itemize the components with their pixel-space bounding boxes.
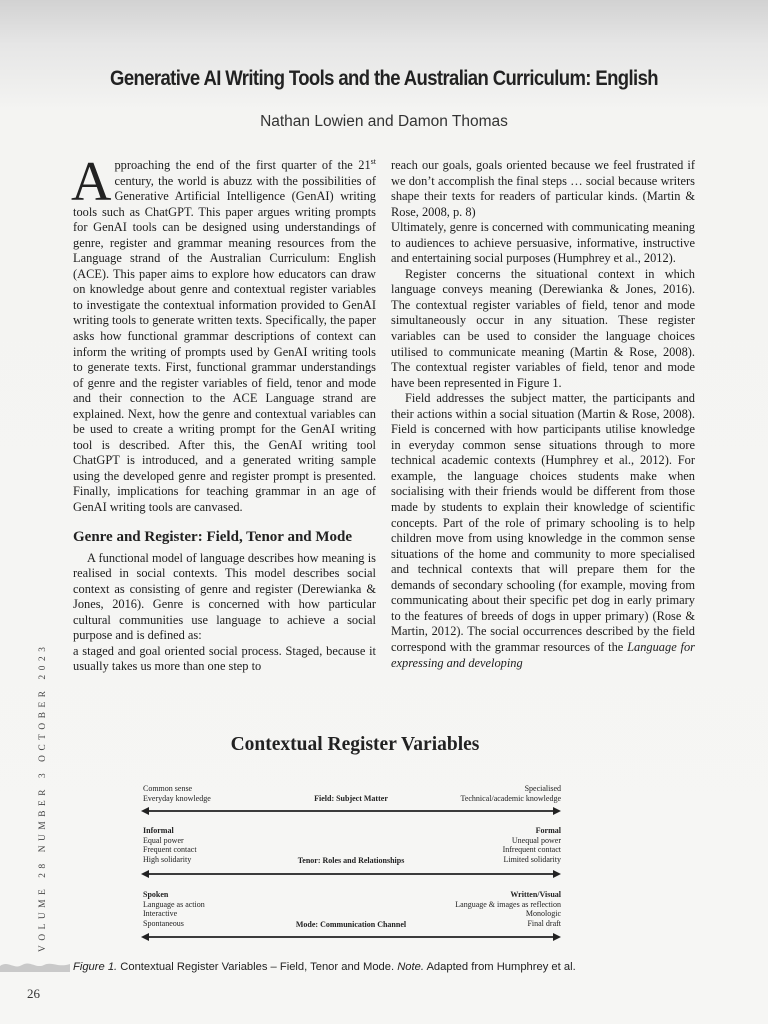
field-arrow bbox=[141, 806, 561, 816]
field-right-2: Technical/academic knowledge bbox=[460, 793, 561, 803]
intro-text-1: pproaching the end of the first quarter of the 21 bbox=[114, 158, 371, 172]
tenor-center-label: Tenor: Roles and Relationships bbox=[297, 856, 405, 865]
tenor-right-1: Formal bbox=[535, 826, 561, 835]
intro-text-2: century, the world is abuzz with the possibilities of Generative Artificial Intelligence (GenAI) writing tools such as ChatGPT. This paper argues writing prompts for GenAI tools can be designed using understandings of genre, register and grammar meaning resources from the Language strand of the Australian Curriculum: English (ACE). This paper aims to explore how educators can draw on knowledge about genre and contextual register variables to investigate the contextual information provided to GenAI writing tools to generate written texts. Specifically, the paper asks how functional grammar descriptions of context can inform the writing of prompts used by GenAI writing tools to generate texts. First, functional grammar understandings of genre and the register variables of field, tenor and mode and their connection to the ACE Language strand are explained. Next, how the genre and contextual variables can be used to create a writing prompt for the GenAI writing tool is described. After this, the GenAI writing tool ChatGPT is introduced, and a generated writing sample using the developed genre and register prompt is presented. Finally, implications for teaching grammar in an age of GenAI writing tools are canvased. bbox=[73, 173, 376, 515]
mode-right-labels bbox=[455, 890, 561, 928]
tenor-left-labels bbox=[143, 826, 197, 864]
section-heading: Genre and Register: Field, Tenor and Mode bbox=[73, 528, 353, 545]
genre-paragraph: A functional model of language describes how meaning is realised in social contexts. This model describes social context as consisting of genre and register (Derewianka & Jones, 2016). Genre is concerned with how particular cultural communities use language to achieve a social purpose and is defined as: bbox=[73, 550, 376, 643]
right-column bbox=[391, 158, 695, 671]
field-left-1: Common sense bbox=[143, 784, 193, 793]
tenor-right-3: Infrequent contact bbox=[502, 845, 561, 855]
mode-right-4: Final draft bbox=[527, 918, 561, 928]
decorative-wave bbox=[0, 958, 70, 972]
intro-paragraph bbox=[71, 151, 376, 516]
figure-title: Contextual Register Variables bbox=[230, 734, 480, 755]
caption-label: Figure 1. bbox=[73, 961, 118, 973]
tenor-left-4: High solidarity bbox=[143, 854, 192, 864]
caption-note-label: Note. bbox=[397, 961, 424, 973]
tenor-arrow bbox=[141, 869, 561, 879]
left-column bbox=[71, 151, 376, 675]
figure-caption bbox=[73, 961, 713, 973]
genre-quote-continued: reach our goals, goals oriented because we feel frustrated if we don’t accomplish the final steps … social because writers shape their texts for readers of particular kinds. (Martin & Rose, 2008, p. 8) bbox=[391, 158, 695, 219]
field-center-label: Field: Subject Matter bbox=[314, 794, 388, 803]
intro-superscript: st bbox=[370, 156, 376, 166]
article-authors: Nathan Lowien and Damon Thomas bbox=[260, 113, 508, 130]
caption-note-text: Adapted from Humphrey et al. bbox=[423, 961, 576, 973]
journal-volume-label: VOLUME 28 NUMBER 3 OCTOBER 2023 bbox=[38, 642, 48, 952]
tenor-right-2: Unequal power bbox=[511, 835, 561, 845]
genre-quote: a staged and goal oriented social process. Staged, because it usually takes us more than one step to bbox=[73, 643, 376, 674]
mode-arrow bbox=[141, 932, 561, 942]
tenor-left-1: Informal bbox=[143, 826, 174, 835]
field-paragraph-italic: Language for expressing and developing bbox=[391, 639, 695, 670]
mode-center-label: Mode: Communication Channel bbox=[295, 920, 407, 929]
tenor-right-labels bbox=[503, 826, 561, 864]
field-right-1: Specialised bbox=[524, 784, 561, 793]
register-paragraph: Register concerns the situational context in which language conveys meaning (Derewianka & Jones, 2016). The contextual register variables of field, tenor and mode simultaneously occur in any situation. These register variables can be used to consider the language choices utilised to communicate meaning (Martin & Rose, 2008). The contextual register variables of field, tenor and mode have been represented in Figure 1. bbox=[391, 266, 695, 390]
article-title: Generative AI Writing Tools and the Australian Curriculum: English bbox=[110, 66, 658, 90]
field-left-labels bbox=[143, 784, 211, 803]
caption-text: Contextual Register Variables – Field, Tenor and Mode. bbox=[117, 961, 398, 973]
mode-left-labels bbox=[143, 890, 205, 928]
tenor-right-4: Limited solidarity bbox=[503, 854, 561, 864]
field-paragraph bbox=[391, 391, 695, 671]
page-number: 26 bbox=[27, 986, 40, 1001]
genre-purpose-paragraph: Ultimately, genre is concerned with communicating meaning to audiences to achieve persuasive, informative, instructive and entertaining social purposes (Humphrey et al., 2012). bbox=[391, 220, 695, 266]
mode-right-2: Language & images as reflection bbox=[455, 899, 561, 909]
mode-left-3: Interactive bbox=[143, 909, 178, 919]
field-paragraph-text: Field addresses the subject matter, the participants and their actions within a social situation (Martin & Rose, 2008). Field is concerned with how participants utilise knowledge in everyday common sense situations through to more technical academic contexts (Humphrey et al., 2012). For example, the language choices students make when socialising with their friends would be different from those made by students to explain their knowledge of scientific concepts. Part of the role of primary schooling is to help children move from using knowledge in the common sense situations of the home and community to more specialised and technical contexts that will prepare them for the demands of secondary schooling (for example, moving from communicating about their specific pet dog in early primary to the features of breeds of dogs in upper primary) (Rose & Martin, 2012). The social occurrences described by the field correspond with the grammar resources of the bbox=[391, 391, 695, 654]
drop-cap: A bbox=[71, 151, 112, 213]
register-variables-figure bbox=[141, 780, 561, 950]
field-right-labels bbox=[461, 784, 562, 803]
tenor-left-3: Frequent contact bbox=[143, 845, 197, 855]
mode-right-3: Monologic bbox=[525, 909, 561, 919]
mode-left-2: Language as action bbox=[143, 899, 205, 909]
tenor-left-2: Equal power bbox=[143, 835, 184, 845]
mode-left-4: Spontaneous bbox=[143, 918, 184, 928]
mode-left-1: Spoken bbox=[143, 890, 169, 899]
field-left-2: Everyday knowledge bbox=[143, 793, 211, 803]
mode-right-1: Written/Visual bbox=[510, 890, 561, 899]
